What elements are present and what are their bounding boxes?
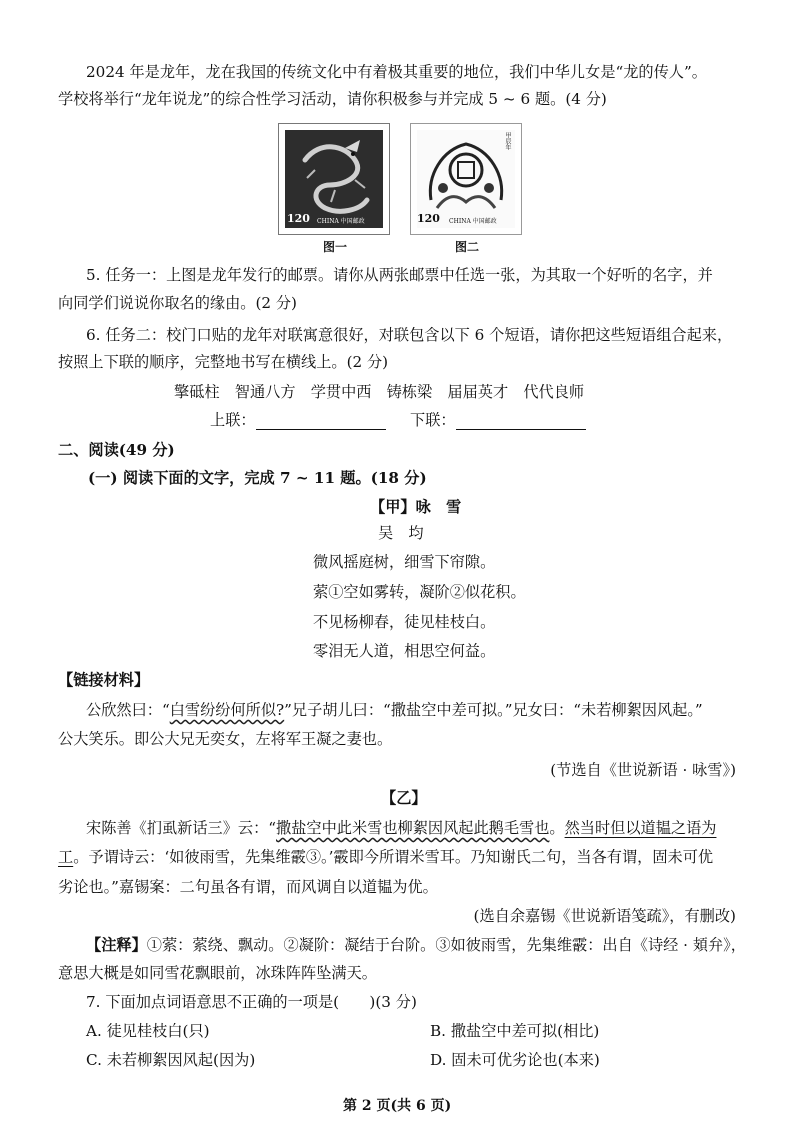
- stamp-2-value: 120: [417, 212, 440, 225]
- question-7-option-c[interactable]: C. 未若柳絮因风起(因为): [86, 1051, 256, 1069]
- question-7-option-b[interactable]: B. 撒盐空中差可拟(相比): [430, 1022, 600, 1040]
- upper-couplet-label: 上联：: [210, 411, 256, 429]
- link-line-1: [86, 700, 703, 720]
- yi-line-1-part-a: 宋陈善《扪虱新话三》云：“: [86, 819, 277, 837]
- notes-line-1-text: ①萦：萦绕、飘动。②凝阶：凝结于台阶。③如彼雨雪，先集维霰：出自《诗经 · 頍弁》，: [146, 936, 746, 954]
- upper-couplet-row: [210, 410, 386, 430]
- section-2-sub-1: (一) 阅读下面的文字，完成 7 ~ 11 题。(18 分): [88, 469, 427, 487]
- yi-line-1-part-c: 。: [549, 819, 565, 837]
- yi-line-1: [86, 818, 716, 838]
- intro-line-1: 2024 年是龙年，龙在我国的传统文化中有着极其重要的地位，我们中华儿女是“龙的传人”。: [86, 63, 707, 81]
- yi-line-2-underlined: 工: [58, 848, 74, 866]
- poem-line-1: 微风摇庭树，细雪下帘隙。: [313, 553, 496, 571]
- question-6-line-1: 6. 任务二：校门口贴的龙年对联寓意很好，对联包含以下 6 个短语，请你把这些短语组合起来，: [86, 326, 733, 344]
- lower-couplet-row: [410, 410, 586, 430]
- notes-line-2: 意思大概是如同雪花飘眼前，冰珠阵阵坠满天。: [58, 964, 377, 982]
- question-6-line-2: 按照上下联的顺序，完整地书写在横线上。(2 分): [58, 353, 389, 371]
- yi-line-3: 劣论也。”嘉锡案：二句虽各有谓，而风调自以道韫为优。: [58, 878, 438, 896]
- lower-couplet-label: 下联：: [410, 411, 456, 429]
- question-7-option-a[interactable]: A. 徒见桂枝白(只): [86, 1022, 210, 1040]
- link-line-1-part-c: ”兄子胡儿曰：“撒盐空中差可拟。”兄女曰：“未若柳絮因风起。”: [284, 701, 703, 719]
- stamp-1-brand: CHINA 中国邮政: [317, 218, 365, 225]
- question-5-line-2: 向同学们说说你取名的缘由。(2 分): [58, 294, 297, 312]
- stamp-2-brand: CHINA 中国邮政: [449, 218, 497, 225]
- stamp-figure-1: [278, 123, 390, 235]
- page-footer: 第 2 页(共 6 页): [343, 1098, 452, 1114]
- stamp-2-seal: 甲辰年: [504, 132, 511, 150]
- poem-line-4: 零泪无人道，相思空何益。: [313, 642, 496, 660]
- lower-couplet-blank[interactable]: [456, 413, 586, 430]
- question-7-stem: 7. 下面加点词语意思不正确的一项是( )(3 分): [86, 993, 417, 1011]
- yi-label: 【乙】: [381, 789, 427, 807]
- poem-title: 【甲】咏 雪: [370, 498, 462, 516]
- link-line-1-part-a: 公欣然曰：“: [86, 701, 170, 719]
- link-line-2: 公大笑乐。即公大兄无奕女，左将军王凝之妻也。: [58, 730, 393, 748]
- poem-line-3: 不见杨柳春，徒见桂枝白。: [313, 613, 496, 631]
- section-2-title: 二、阅读(49 分): [58, 441, 175, 459]
- figure-1-caption: 图一: [323, 240, 348, 254]
- link-material-label: 【链接材料】: [58, 671, 150, 689]
- link-line-1-wavy: 白雪纷纷何所似?: [169, 701, 285, 719]
- notes-label: 【注释】: [86, 936, 147, 954]
- question-5-line-1: 5. 任务一：上图是龙年发行的邮票。请你从两张邮票中任选一张，为其取一个好听的名字，并: [86, 266, 713, 284]
- yi-source: (选自余嘉锡《世说新语笺疏》，有删改): [473, 907, 736, 925]
- poem-author: 吴 均: [378, 524, 424, 542]
- yi-line-2: [58, 847, 713, 867]
- intro-line-2: 学校将举行“龙年说龙”的综合性学习活动，请你积极参与并完成 5 ~ 6 题。(4 分): [58, 90, 607, 108]
- question-7-option-d[interactable]: D. 固未可优劣论也(本来): [430, 1051, 600, 1069]
- poem-line-2: 萦①空如雾转，凝阶②似花积。: [313, 583, 526, 601]
- link-source: (节选自《世说新语 · 咏雪》): [550, 761, 736, 779]
- notes-line-1: [86, 935, 746, 955]
- stamp-1-value: 120: [287, 212, 310, 225]
- stamp-figure-2: [410, 123, 522, 235]
- yi-line-2-rest: 。予谓诗云：‘如彼雨雪，先集维霰③。’霰即今所谓米雪耳。乃知谢氏二句，当各有谓，固未可优: [73, 848, 714, 866]
- yi-line-1-underlined: 然当时但以道韫之语为: [564, 819, 717, 837]
- upper-couplet-blank[interactable]: [256, 413, 386, 430]
- figure-2-caption: 图二: [455, 240, 480, 254]
- yi-line-1-wavy: 撒盐空中此米雪也柳絮因风起此鹅毛雪也: [276, 819, 550, 837]
- couplet-phrases: 擎砥柱 智通八方 学贯中西 铸栋梁 届届英才 代代良师: [174, 383, 585, 401]
